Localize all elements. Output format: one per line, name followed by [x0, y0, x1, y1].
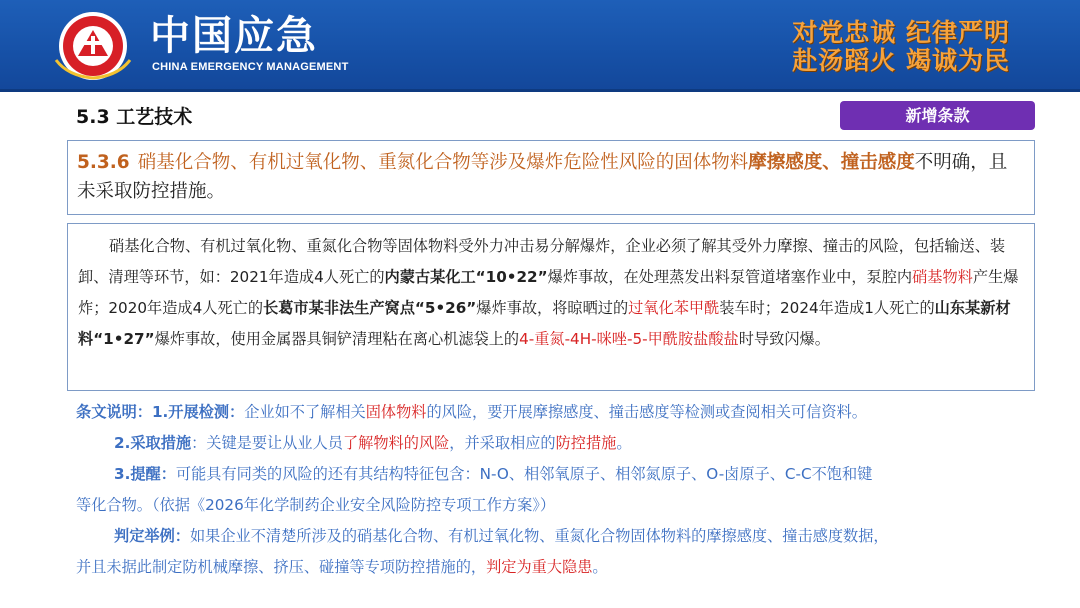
note-text: 等化合物。（依据《2026年化学制药企业安全风险防控专项工作方案》） — [76, 496, 556, 514]
note-text: 可能具有同类的风险的还有其结构特征包含：N-O、相邻氧原子、相邻氮原子、O-卤原子、C-C不饱和键 — [175, 465, 873, 483]
note-highlight: 防控措施 — [555, 434, 617, 452]
new-clause-badge: 新增条款 — [840, 101, 1035, 130]
note-label: 3.提醒： — [114, 465, 176, 483]
note-text: 的风险，要开展摩擦感度、撞击感度等检测或查阅相关可信资料。 — [426, 403, 867, 421]
note-label: 2.采取措施 — [114, 434, 192, 452]
note-text: ，并采取相应的 — [449, 434, 556, 452]
note-text: 并且未据此制定防机械摩擦、挤压、碰撞等专项防控措施的， — [76, 558, 487, 576]
note-text: ：关键是要让从业人员 — [191, 434, 343, 452]
case-name-2: 长葛市某非法生产窝点“5•26” — [263, 299, 477, 317]
clause-text-b: 摩擦感度、撞击感度 — [748, 152, 915, 173]
note-text: 企业如不了解相关 — [244, 403, 366, 421]
note-text: 。 — [592, 558, 608, 576]
clause-text-a: 硝基化合物、有机过氧化物、重氮化合物等涉及爆炸危险性风险的固体物料 — [137, 152, 749, 173]
body-text: 爆炸事故，在处理蒸发出料泵管道堵塞作业中，泵腔内 — [547, 268, 913, 286]
highlight-material: 硝基物料 — [912, 268, 973, 286]
body-text: 装车时；2024年造成1人死亡的 — [719, 299, 935, 317]
note-2 — [76, 428, 1036, 459]
note-highlight: 了解物料的风险 — [342, 434, 450, 452]
brand-title: 中国应急 — [150, 13, 318, 59]
clause-text-c: 不明确，且未采取防控措施。 — [77, 152, 1008, 202]
note-4 — [76, 521, 1036, 552]
case-name-1: 内蒙古某化工“10•22” — [384, 268, 548, 286]
note-highlight: 判定为重大隐患 — [486, 558, 593, 576]
body-text: 产生爆炸；2020年造成4人死亡的 — [78, 268, 1019, 317]
section-title: 5.3 工艺技术 — [76, 106, 193, 128]
note-3-cont — [76, 490, 1036, 521]
body-text: 硝基化合物、有机过氧化物、重氮化合物等固体物料受外力冲击易分解爆炸，企业必须了解其受外力摩擦、撞击的风险，包括输送、装卸、清理等环节，如：2021年造成4人死亡的 — [78, 237, 1006, 286]
body-text: 爆炸事故，将晾晒过的 — [476, 299, 629, 317]
body-text: 时导致闪爆。 — [738, 330, 830, 348]
slogan-line-1: 对党忠诚 纪律严明 — [792, 18, 1010, 47]
note-3 — [76, 459, 1036, 490]
header-bar — [0, 0, 1080, 92]
clause-box — [67, 140, 1035, 215]
case-paragraph — [78, 231, 1022, 355]
highlight-material: 4-重氮-4H-咪唑-5-甲酰胺盐酸盐 — [519, 330, 739, 348]
note-label: 判定举例： — [114, 527, 190, 545]
clause-number: 5.3.6 — [77, 152, 130, 173]
note-label: 条文说明：1.开展检测： — [76, 403, 245, 421]
note-text: 。 — [616, 434, 632, 452]
slogan-line-2: 赴汤蹈火 竭诚为民 — [792, 46, 1010, 75]
clause-notes — [76, 397, 1036, 583]
note-highlight: 固体物料 — [365, 403, 427, 421]
emergency-emblem-icon — [48, 10, 138, 82]
case-description-box — [67, 223, 1035, 391]
brand-subtitle: CHINA EMERGENCY MANAGEMENT — [152, 61, 349, 73]
body-text: 爆炸事故，使用金属器具铜铲清理粘在离心机滤袋上的 — [154, 330, 520, 348]
case-name-3: 山东某新材料“1•27” — [78, 299, 1011, 348]
highlight-material: 过氧化苯甲酰 — [628, 299, 720, 317]
note-text: 如果企业不清楚所涉及的硝基化合物、有机过氧化物、重氮化合物固体物料的摩擦感度、撞击感度数据， — [189, 527, 889, 545]
note-4-cont — [76, 552, 1036, 583]
note-1 — [76, 397, 1036, 428]
